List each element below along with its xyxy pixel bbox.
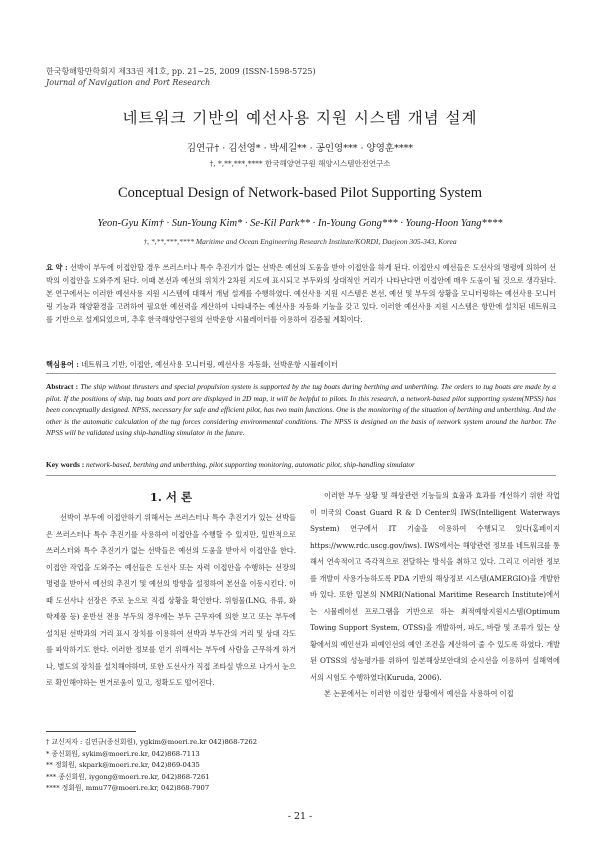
title-english: Conceptual Design of Network-based Pilot Supporting System (117, 185, 483, 201)
footnote: † 교신저자 : 김연규(종신회원), ygkim@moeri.re.kr 042)868-7262 (46, 738, 258, 746)
journal-citation: 한국항해항만학회지 제33권 제1호, pp. 21~25, 2009 (ISSN-1598-5725) (46, 67, 316, 76)
authors-english: Yeon-Gyu Kim† · Sun-Young Kim* · Se-Kil Park** · In-Young Gong*** · Young-Hoon Yang**** (97, 218, 503, 229)
footnote: **** 정회원, mmu77@moeri.re.kr, 042)868-7907 (46, 784, 210, 793)
footnotes (46, 737, 346, 795)
title-korean: 네트워크 기반의 예선사용 지원 시스템 개념 설계 (122, 109, 478, 127)
abstract-english-label: Abstract : (46, 382, 79, 391)
footnote-divider (46, 731, 136, 732)
abstract-korean (46, 261, 556, 326)
keywords-korean-label: 핵심용어 : (46, 360, 79, 369)
abstract-korean-label: 요 약 : (46, 263, 68, 272)
keywords-korean (46, 358, 556, 371)
keywords-korean-text: 네트워크 기반, 이접안, 예선사용 모니터링, 예선사용 자동화, 선박운항 시뮬레이터 (81, 360, 338, 369)
body-column-left (46, 510, 296, 692)
section-heading: 1. 서 론 (149, 490, 193, 504)
affiliation-korean: †, *,**,***,**** 한국해양연구원 해양시스템안전연구소 (209, 159, 391, 168)
journal-name-en: Journal of Navigation and Port Research (46, 78, 211, 87)
keywords-english (46, 458, 556, 471)
footnote: ** 정회원, skpark@moeri.re.kr, 042)869-0435 (46, 761, 200, 770)
affiliation-english: †, *,**,***,**** Maritime and Ocean Engineering Research Institute/KORDI, Daejeon 305-343, Korea (143, 237, 457, 246)
body-paragraph: 이러한 부두 상황 및 해상관련 기능들의 효율과 효과를 개선하기 위한 작업이 미국의 Coast Guard R & D Center의 IWS(Intelligent Waterways System) 연구에서 IT 기술을 이용하여 수행되고 있다(홈페이지 https://www.rdc.uscg.gov/iws). IWS에서는 해양관련 정보를 네트워크를 통해서 연속적이고 즉각적으로 전달하는 방식을 취하고 있다. 그리고 이러한 정보를 개발이 사용가능하도록 PDA 기반의 해상정보 시스템(AMERGIO)을 개발한 바 있다. 또한 일본의 NMRI(National Maritime Research Institute)에서는 시뮬레이션 프로그램을 기반으로 하는 최적예항지원시스템(Optimum Towing Support System, OTSS)을 개발하여, 파도, 바람 및 조류가 있는 상황에서의 예인선과 피예인선의 예인 조건을 계산하여 줄 수 있도록 하였다. 개발된 OTSS의 성능평가를 위하여 일본해상보안대의 순시선을 이용하여 실해역에서의 시험도 수행하였다(Kuruda, 2006). (310, 491, 560, 682)
divider (46, 475, 556, 476)
body-paragraph: 본 논문에서는 이러한 이접안 상황에서 예선을 사용하여 이접 (324, 689, 514, 698)
divider (46, 373, 556, 374)
footnote: *** 종신회원, iygong@moeri.re.kr, 042)868-7261 (46, 772, 210, 781)
keywords-english-label: Key words : (46, 460, 85, 469)
page-number: - 21 - (287, 811, 313, 822)
body-paragraph: 선박이 부두에 이접안하기 위해서는 쓰러스터나 특수 추진기가 있는 선박들은 쓰러스터나 특수 추진기를 사용하여 이접안을 수행할 수 있지만, 일반적으로 쓰러스터와 특수 추진기가 없는 선박들은 예선의 도움을 받아서 이접안을 한다. 이접안 작업을 도와주는 예선들은 도선사 또는 자력 이접안을 수행하는 선장의 명령을 받아서 예선의 추진기 및 예선의 방향을 설정하여 본선을 이동시킨다. 이때 도선사나 선장은 주로 눈으로 직접 상황을 확인한다. 위험물(LNG, 유류, 화학제품 등) 운반선 전용 부두의 경우에는 부두 근무자에 의한 보고 또는 부두에 설치된 선박과의 거리 표시 장치를 이용하여 선박과 부두간의 거리 및 상대 각도를 파악하기도 한다. 이러한 정보를 얻기 위해서는 부두에 사람을 근무하게 하거나, 별도의 장치를 설치해야하며, 또한 도선사가 직접 조타실 밖으로 나가서 눈으로 확인해야하는 번거로움이 있고, 정확도도 떨어진다. (46, 513, 296, 687)
abstract-english (46, 381, 556, 439)
footnote: * 종신회원, sykim@moeri.re.kr, 042)868-7113 (46, 749, 200, 758)
journal-header (46, 66, 316, 88)
body-column-right (310, 488, 560, 703)
keywords-english-text: network-based, berthing and unberthing, pilot supporting monitoring, automatic pilot, ship-handling simulator (86, 460, 415, 469)
authors-korean: 김연규† · 김선영* · 박세길** · 공인영*** · 양영훈**** (186, 143, 414, 154)
abstract-english-text: The ship without thrusters and special propulsion system is supported by the tug boats during berthing and unberthing. The orders to tug boats are made by a pilot. If the positions of ship, tug boats and port are displayed in 2D map, it will be helpful to pilots. In this research, a network-based pilot supporting system(NPSS) has been conceptually designed. NPSS, necessary for safe and efficient pilot, has two main functions. One is the monitoring of the situation of berthing and unberthing. And the other is the automatic calculation of the tug forces considering environmental conditions. The NPSS is designed on the basis of network system around the harbor. The NPSS will be validated using ship-handling simulator in the future. (46, 382, 556, 437)
abstract-korean-text: 선박이 부두에 이접안할 경우 쓰러스터나 특수 추진기가 없는 선박은 예선의 도움을 받아 이접안을 하게 된다. 이접안시 예선들은 도선사의 명령에 의하여 선박의 이접안을 도와주게 된다. 이때 본선과 예선의 위치가 2차원 지도에 표시되고 부두와의 상대적인 거리가 나타난다면 이접안에 매우 도움이 될 것으로 생각된다. 본 연구에서는 이러한 예선사용 지원 시스템에 대해서 개념 설계를 수행하였다. 예선사용 지원 시스템은 본선, 예선 및 부두의 상황을 모니터링하는 예선사용 모니터링 기능과 해양환경을 고려하여 필요한 예선력을 계산하여 나타내주는 예선사용 자동화 기능을 갖고 있다. 이러한 예선사용 지원 시스템은 항만에 설치된 네트워크를 기반으로 설계되었으며, 추후 한국해양연구원의 선박운항 시뮬레이터를 이용하여 검증될 계획이다. (46, 263, 557, 324)
